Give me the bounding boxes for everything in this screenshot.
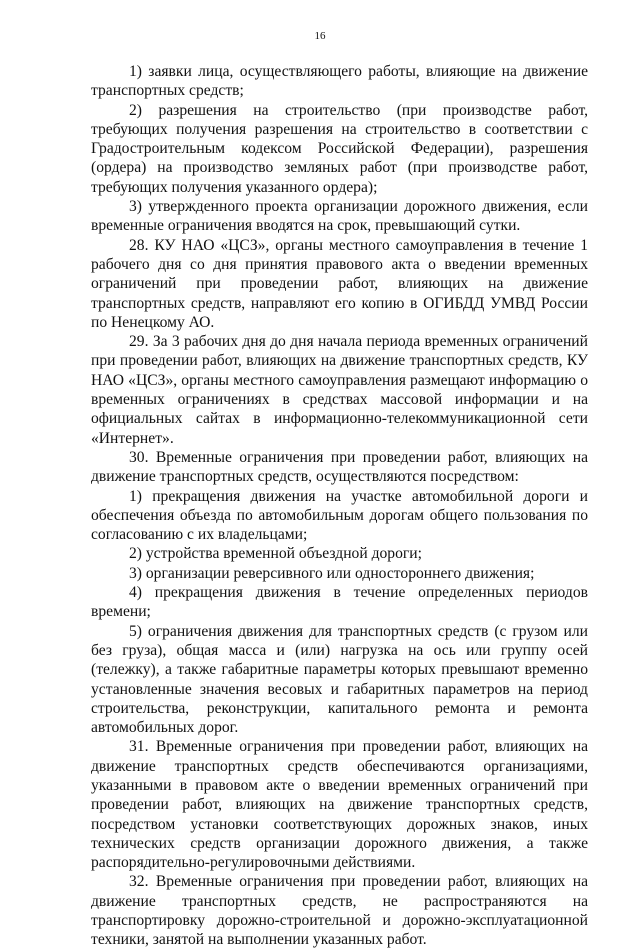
paragraph-clause-30-item-4: 4) прекращения движения в течение определенных периодов времени; bbox=[91, 584, 588, 621]
paragraph-clause-31: 31. Временные ограничения при проведении работ, влияющих на движение транспортных средств обеспечиваются организациями, указанными в правовом акте о введении временных ограничений при проведении работ, влияющих на движение транспортных средств, посредством установки соответствующих дорожных знаков, иных технических средств организации дорожного движения, а также распорядительно-регулировочными действиями. bbox=[91, 738, 588, 872]
paragraph-item-2-permit: 2) разрешения на строительство (при производстве работ, требующих получения разрешения на строительство в соответствии с Градостроительным кодексом Российской Федерации), разрешения (ордера) на производство земляных работ (при производстве работ, требующих получения указанного ордера); bbox=[91, 101, 588, 196]
paragraph-clause-30: 30. Временные ограничения при проведении работ, влияющих на движение транспортных средств, осуществляются посредством: bbox=[91, 448, 588, 486]
paragraph-item-3-project: 3) утвержденного проекта организации дорожного движения, если временные ограничения вводятся на срок, превышающий сутки. bbox=[91, 198, 588, 235]
paragraph-clause-32: 32. Временные ограничения при проведении работ, влияющих на движение транспортных средств, не распространяются на транспортировку дорожно-строительной и дорожно-эксплуатационной техники, занятой на выполнении указанных работ. bbox=[91, 873, 588, 949]
paragraph-clause-28: 28. КУ НАО «ЦСЗ», органы местного самоуправления в течение 1 рабочего дня со дня принятия правового акта о введении временных ограничений при проведении работ, влияющих на движение транспортных средств, направляют его копию в ОГИБДД УМВД России по Ненецкому АО. bbox=[91, 236, 588, 331]
paragraph-clause-30-item-5: 5) ограничения движения для транспортных средств (с грузом или без груза), общая масса и (или) нагрузка на ось или группу осей (тележку), а также габаритные параметры которых превышают временно установленные значения весовых и габаритных параметров на период строительства, реконструкции, капитального ремонта и ремонта автомобильных дорог. bbox=[91, 622, 588, 737]
paragraph-item-1-request: 1) заявки лица, осуществляющего работы, влияющие на движение транспортных средств; bbox=[91, 63, 588, 100]
paragraph-clause-30-item-2: 2) устройства временной объездной дороги; bbox=[129, 545, 422, 563]
paragraph-clause-30-item-1: 1) прекращения движения на участке автомобильной дороги и обеспечения объезда по автомобильным дорогам общего пользования по согласованию с их владельцами; bbox=[91, 487, 588, 544]
paragraph-clause-30-item-3: 3) организации реверсивного или одностороннего движения; bbox=[129, 564, 535, 582]
document-body bbox=[91, 62, 588, 950]
paragraph-clause-29: 29. За 3 рабочих дня до дня начала периода временных ограничений при проведении работ, влияющих на движение транспортных средств, КУ НАО «ЦСЗ», органы местного самоуправления размещают информацию о временных ограничениях в средствах массовой информации и на официальных сайтах в информационно-телекоммуникационной сети «Интернет». bbox=[91, 333, 588, 447]
page-number: 16 bbox=[314, 30, 326, 42]
